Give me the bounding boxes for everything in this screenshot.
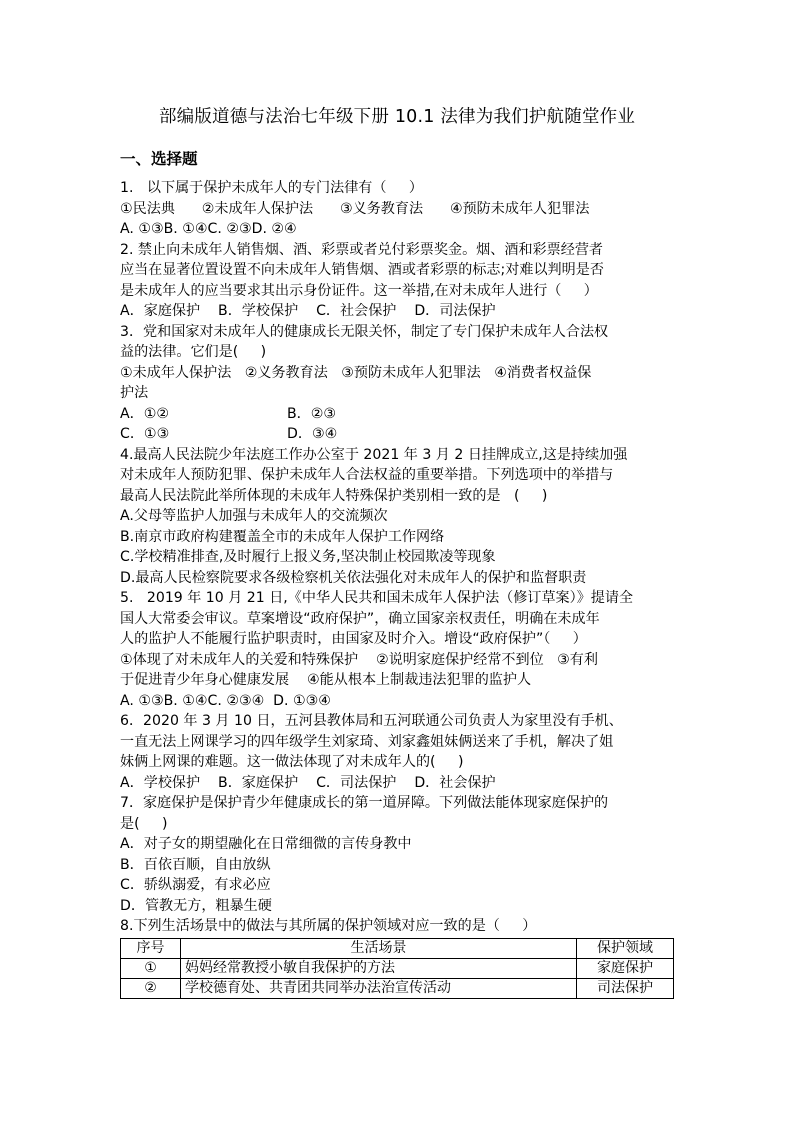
option-row <box>120 424 674 445</box>
text-line: B.南京市政府构建覆盖全市的未成年人保护工作网络 <box>120 528 445 545</box>
text-line: ①体现了对未成年人的关爱和特殊保护 ②说明家庭保护经常不到位 ③有利 <box>120 651 598 668</box>
column-header: 序号 <box>121 938 181 958</box>
text-line: 妹俩上网课的难题。这一做法体现了对未成年人的( ) <box>120 754 464 770</box>
text-line: D.最高人民检察院要求各级检察机关依法强化对未成年人的保护和监督职责 <box>120 569 587 586</box>
text-line: ①民法典 ②未成年人保护法 ③义务教育法 ④预防未成年人犯罪法 <box>120 200 590 217</box>
text-line: 4.最高人民法院少年法庭工作办公室于 2021 年 3 月 2 日挂牌成立,这是持续加强 <box>120 446 628 463</box>
scene-table <box>120 938 674 999</box>
table-cell: 学校德育处、共青团共同举办法治宣传活动 <box>181 978 577 998</box>
option: D．③④ <box>287 426 338 442</box>
text-line: 应当在显著位置设置不向未成年人销售烟、酒或者彩票的标志;对难以判明是否 <box>120 262 604 278</box>
table-cell: ① <box>121 958 181 978</box>
text-line: ①未成年人保护法 ②义务教育法 ③预防未成年人犯罪法 ④消费者权益保 <box>120 364 592 381</box>
column-header: 生活场景 <box>181 938 577 958</box>
text-line: 对未成年人预防犯罪、保护未成年人合法权益的重要举措。下列选项中的举措与 <box>120 467 614 483</box>
text-line: 是未成年人的应当要求其出示身份证件。这一举措,在对未成年人进行（ ） <box>120 282 598 299</box>
text-line: 护法 <box>120 385 149 401</box>
question-body <box>120 178 674 999</box>
text-line: A．家庭保护 B．学校保护 C．社会保护 D．司法保护 <box>120 303 496 319</box>
table-cell: 司法保护 <box>577 978 674 998</box>
text-line: A.父母等监护人加强与未成年人的交流频次 <box>120 508 388 524</box>
column-header: 保护领域 <box>577 938 674 958</box>
text-line: A. ①③B. ①④C. ②③D. ②④ <box>120 221 297 237</box>
text-line: 益的法律。它们是( ) <box>120 344 267 360</box>
table-cell: 妈妈经常教授小敏自我保护的方法 <box>181 958 577 978</box>
text-line: 人的监护人不能履行监护职责时，由国家及时介入。增设“政府保护”（ ） <box>120 631 587 647</box>
table-cell: 家庭保护 <box>577 958 674 978</box>
option: C．①③ <box>120 426 170 442</box>
text-line: 最高人民法院此举所体现的未成年人特殊保护类别相一致的是 ( ) <box>120 487 548 504</box>
text-line: 5. 2019 年 10 月 21 日,《中华人民共和国未成年人保护法（修订草案）》提请全 <box>120 590 634 606</box>
table-header-row <box>121 938 674 958</box>
text-line: 于促进青少年身心健康发展 ④能从根本上制裁违法犯罪的监护人 <box>120 672 532 688</box>
option: A．①② <box>120 405 170 422</box>
text-line: B．百依百顺，自由放纵 <box>120 856 271 873</box>
table-cell: ② <box>121 978 181 998</box>
text-line: 3．党和国家对未成年人的健康成长无限关怀，制定了专门保护未成年人合法权 <box>120 323 609 340</box>
option-row <box>120 404 674 425</box>
text-line: A. ①③B. ①④C. ②③④ D. ①③④ <box>120 692 331 709</box>
option: B．②③ <box>287 405 337 422</box>
text-line: A．学校保护 B．家庭保护 C．司法保护 D．社会保护 <box>120 774 496 791</box>
text-line: C.学校精准排查,及时履行上报义务,坚决制止校园欺凌等现象 <box>120 549 496 565</box>
page-title: 部编版道德与法治七年级下册 10.1 法律为我们护航随堂作业 <box>158 107 636 127</box>
section-heading: 一、选择题 <box>120 150 198 168</box>
text-line: 7．家庭保护是保护青少年健康成长的第一道屏障。下列做法能体现家庭保护的 <box>120 795 609 811</box>
text-line: 2. 禁止向未成年人销售烟、酒、彩票或者兑付彩票奖金。烟、酒和彩票经营者 <box>120 241 604 258</box>
text-line: C．骄纵溺爱，有求必应 <box>120 877 271 893</box>
text-line: 国人大常委会审议。草案增设“政府保护”，确立国家亲权责任，明确在未成年 <box>120 610 600 627</box>
text-line: D．管教无方，粗暴生硬 <box>120 897 272 914</box>
table-row <box>121 978 674 998</box>
text-line: 8.下列生活场景中的做法与其所属的保护领域对应一致的是（ ） <box>120 918 537 934</box>
text-line: 6．2020 年 3 月 10 日，五河县教体局和五河联通公司负责人为家里没有手机、 <box>120 713 623 729</box>
table-row <box>121 958 674 978</box>
text-line: 一直无法上网课学习的四年级学生刘家琦、刘家鑫姐妹俩送来了手机，解决了姐 <box>120 733 614 750</box>
text-line: 是( ) <box>120 815 168 832</box>
text-line: A．对子女的期望融化在日常细微的言传身教中 <box>120 836 412 852</box>
text-line: 1. 以下属于保护未成年人的专门法律有（ ） <box>120 180 423 196</box>
